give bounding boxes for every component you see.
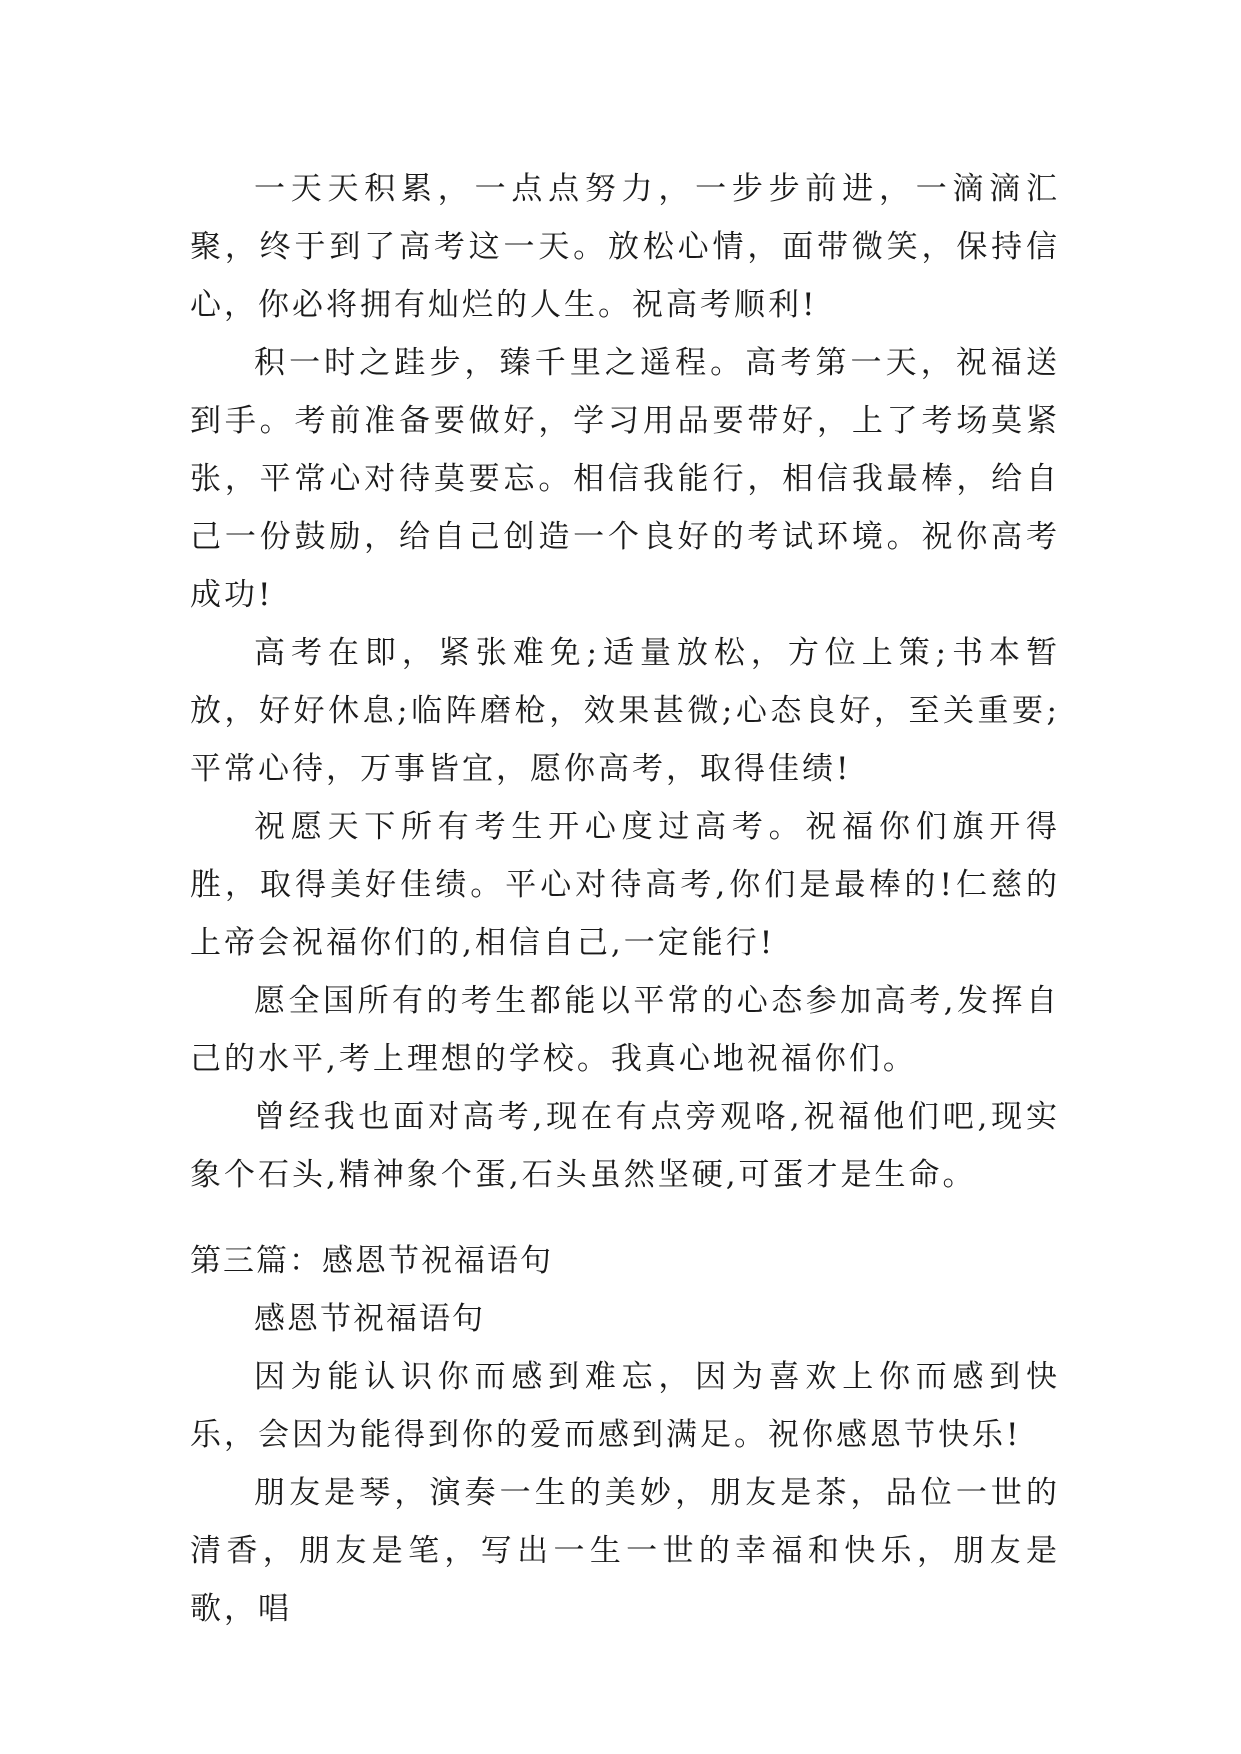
paragraph-4: 祝愿天下所有考生开心度过高考。祝福你们旗开得胜，取得美好佳绩。平心对待高考,你们是最棒的!仁慈的上帝会祝福你们的,相信自己,一定能行! (190, 809, 1060, 961)
section-subheading: 感恩节祝福语句 (254, 1301, 485, 1337)
section-heading: 第三篇：感恩节祝福语句 (190, 1243, 553, 1279)
paragraph-5: 愿全国所有的考生都能以平常的心态参加高考,发挥自己的水平,考上理想的学校。我真心地祝福你们。 (190, 983, 1060, 1077)
paragraph-1: 一天天积累，一点点努力，一步步前进，一滴滴汇聚，终于到了高考这一天。放松心情，面带微笑，保持信心，你必将拥有灿烂的人生。祝高考顺利! (190, 171, 1060, 323)
paragraph-7: 因为能认识你而感到难忘，因为喜欢上你而感到快乐，会因为能得到你的爱而感到满足。祝你感恩节快乐! (190, 1359, 1060, 1453)
paragraph-6: 曾经我也面对高考,现在有点旁观咯,祝福他们吧,现实象个石头,精神象个蛋,石头虽然坚硬,可蛋才是生命。 (190, 1099, 1060, 1193)
paragraph-3: 高考在即，紧张难免;适量放松，方位上策;书本暂放，好好休息;临阵磨枪，效果甚微;心态良好，至关重要;平常心待，万事皆宜，愿你高考，取得佳绩! (190, 635, 1060, 787)
paragraph-8: 朋友是琴，演奏一生的美妙，朋友是茶，品位一世的清香，朋友是笔，写出一生一世的幸福和快乐，朋友是歌，唱 (190, 1475, 1060, 1627)
document-body (190, 160, 1060, 1638)
paragraph-2: 积一时之跬步，臻千里之遥程。高考第一天，祝福送到手。考前准备要做好，学习用品要带好，上了考场莫紧张，平常心对待莫要忘。相信我能行，相信我最棒，给自己一份鼓励，给自己创造一个良好的考试环境。祝你高考成功! (190, 345, 1060, 613)
